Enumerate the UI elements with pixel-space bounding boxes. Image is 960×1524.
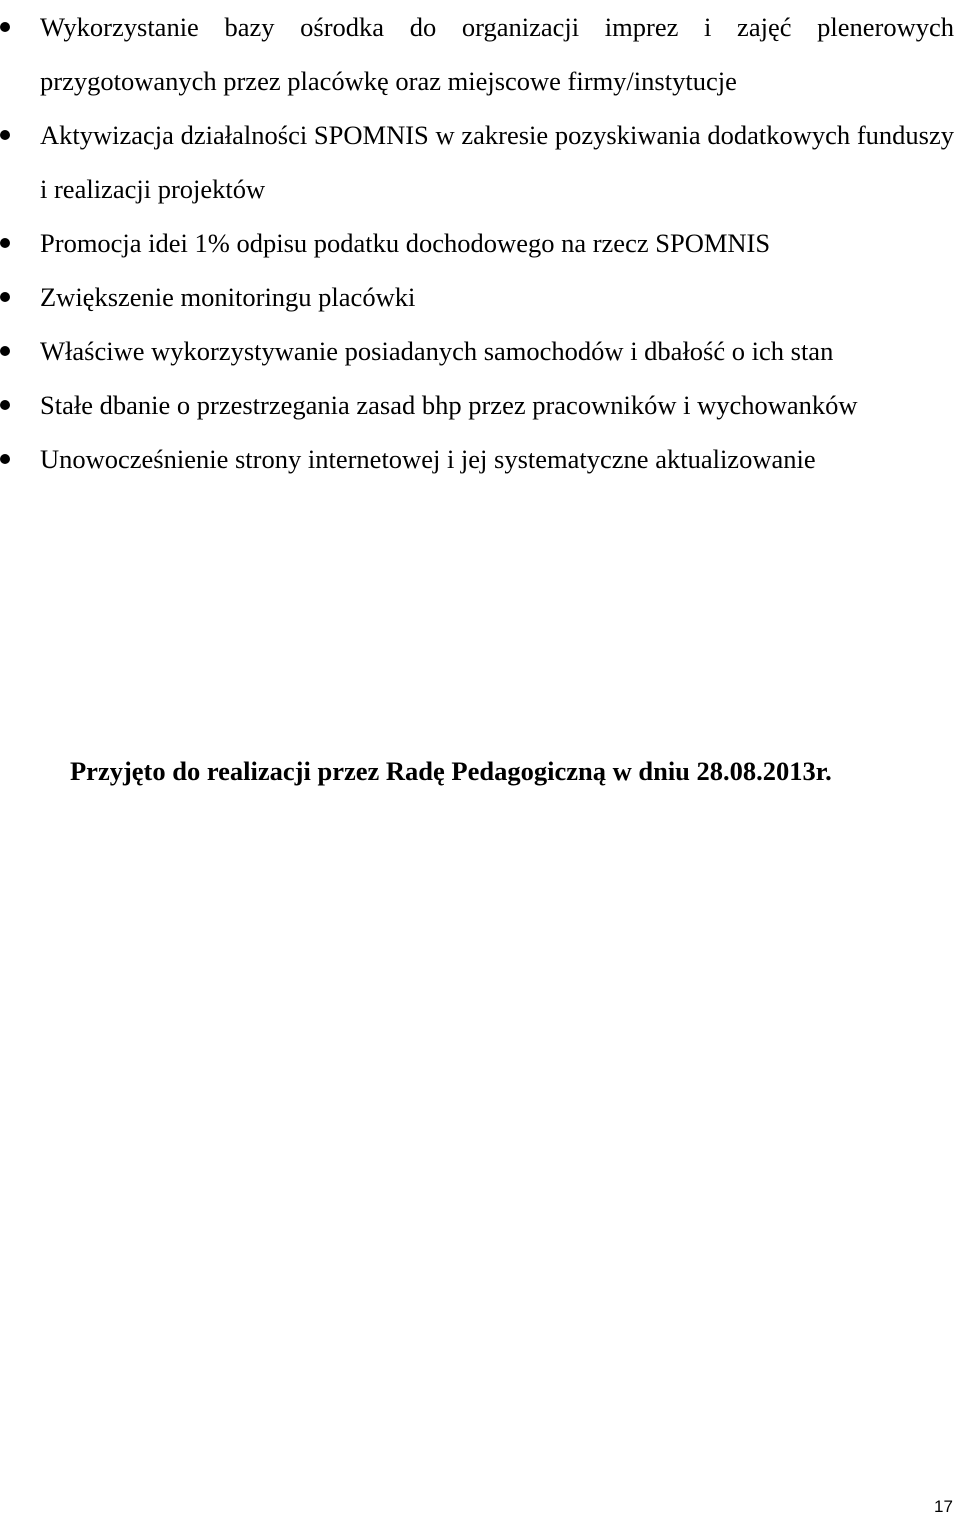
approval-statement: Przyjęto do realizacji przez Radę Pedagogiczną w dniu 28.08.2013r.: [70, 756, 832, 786]
bullet-icon: [0, 238, 10, 248]
page-number: 17: [934, 1497, 953, 1516]
list-item: [0, 216, 960, 270]
bullet-icon: [0, 454, 10, 464]
list-item-text: Aktywizacja działalności SPOMNIS w zakresie pozyskiwania dodatkowych funduszy i realizacji projektów: [40, 120, 954, 204]
list-item: [0, 270, 960, 324]
list-item-text: Stałe dbanie o przestrzegania zasad bhp przez pracowników i wychowanków: [40, 390, 858, 420]
bullet-icon: [0, 22, 10, 32]
list-item: [0, 378, 960, 432]
bullet-list: [0, 0, 960, 486]
list-item-text: Właściwe wykorzystywanie posiadanych samochodów i dbałość o ich stan: [40, 336, 834, 366]
bullet-icon: [0, 292, 10, 302]
list-item: [0, 108, 960, 216]
bullet-icon: [0, 130, 10, 140]
list-item: [0, 432, 960, 486]
list-item: [0, 0, 960, 108]
list-item-text: Zwiększenie monitoringu placówki: [40, 282, 416, 312]
bullet-icon: [0, 346, 10, 356]
list-item-text: Unowocześnienie strony internetowej i jej systematyczne aktualizowanie: [40, 444, 816, 474]
list-item: [0, 324, 960, 378]
list-item-text: Wykorzystanie bazy ośrodka do organizacji imprez i zajęć plenerowych przygotowanych przez placówkę oraz miejscowe firmy/instytucje: [40, 12, 954, 96]
bullet-icon: [0, 400, 10, 410]
list-item-text: Promocja idei 1% odpisu podatku dochodowego na rzecz SPOMNIS: [40, 228, 771, 258]
